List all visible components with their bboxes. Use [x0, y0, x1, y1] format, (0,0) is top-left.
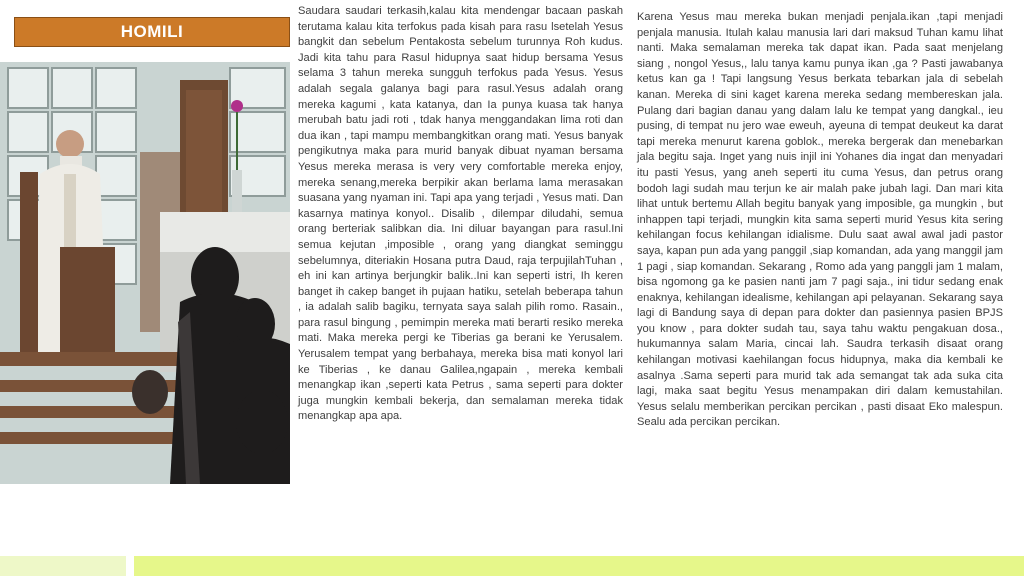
homili-title: HOMILI	[14, 17, 290, 47]
homily-column-right: Karena Yesus mau mereka bukan menjadi penjala.ikan ,tapi menjadi penjala manusia. Itulah kalau manusia lari dari maksud Tuhan kamu lihat nanti. Maka semalaman mereka tak dapat ikan. Pada saat menjelang siang , nongol Yesus,, lalu tanya kamu punya ikan ,ga ? Pasti jawabanya ketus kan ga ! Tapi langsung Yesus berkata tebarkan jala di sebelah kanan. Mereka di sini kaget karena mereka sedang membereskan jala. Pulang dari bagian danau yang dalam lalu ke tempat yang dangkal., ieu pusing, di tempat nu jero wae eweuh, ayeuna di tempat deukeut ka darat tapi mereka menurut karena goblok., mereka bergerak dan menebarkan jala begitu saja. Inget yang nuis injil ini Yohanes dia ingat dan menyadari itu pasti Yesus, yang aneh seperti itu cuma Yesus, dan petrus orang bodoh lagi sudah mau terjun ke air malah pake jubah lagi. Dan mari kita lihat untuk bertemu Allah begitu banyak yang imposible, ga mungkin , but inhappen tapi terjadi, mungkin kita sama seperti murid Yesus kita sering kehilangan focus kehilangan idialisme. Dulu saat awal awal jadi pastor saya, kapan pun ada yang panggil ,siap komandan, ada yang manggil jam 1 pagi , siap komandan. Sekarang , Romo ada yang panggli jam 1 malam, bisa ngomong ga ke pasien nanti jam 7 pagi saja., ini tidur sedang enak enaknya, kehilangan idealisme, kehilangan api pelayanan. Sekarang saya lagi di Bandung saya di depan para dokter dan pasiennya pasien BPJS you know , para dokter sudah tau, saya tahu waktu pengakuan dosa., hukumannya salam Maria, cincai lah. Saudra terkasih disaat orang kehilangan motivasi kaehilangan focus hidupnya, maka dia kembali ke asalnya .Sama seperti para murid tak ada semangat tak ada suka cita lagi, maka saat begitu Yesus menampakan diri dalam kemustahilan. Yesus selalu memberikan percikan percikan , pasti disaat Eko malespun. Sealu ada percikan percikan.	[637, 11, 1003, 429]
homily-column-middle: Saudara saudari terkasih,kalau kita mendengar bacaan paskah terutama kalau kita terfokus pada kisah para rasu lsetelah Yesus bangkit dan sebelum Pentakosta sebelum turunnya Roh kudus. Jadi kita tahu para Rasul hidupnya saat hidup bersama Yesus selama 3 tahun mereka sungguh terfokus pada Yesus. Yesus adalah segala galanya bagi para rasul.Yesus adalah orang mereka kagumi , kata katanya, dan Ia punya kuasa tak hanya merubah batu jadi roti , tdak hanya menggandakan lima roti dan dua ikan , tapi mampu membangkitkan orang mati. Yesus banyak pengikutnya maka para murid banyak dibuat nyaman bersama Yesus mereka merasa is very very comfortable mereka enjoy, mereka senang,mereka berpikir akan berlama lama merasakan suasana yang nyaman ini. Tapi apa yang terjadi , Yesus mati. Dan kasarnya matinya konyol.. Disalib , dilempar diludahi, semua orang berteriak salibkan dia. Ini diluar bayangan para rasul.Ini semua kejutan ,imposible , orang yang diangkat seminggu sebelumnya, diteriakin Hosana putra Daud, raja terpujilahTuhan , eh ini kan artinya berjungkir balik..Ini kan seperti istri, Ih keren banget ih cakep banget ih pujaan hatiku, setelah beberapa tahun , ia adalah salib bagiku, ternyata saya salah pilih romo. Rasain., para rasul bingung , pemimpin mereka mati berarti resiko mereka mati. Maka mereka pergi ke Tiberias ga berani ke Yerusalem. Yerusalem tempat yang berbahaya, mereka bisa mati konyol lari ke Tiberias , ke danau Galilea,ngapain , mereka kembali menangkap ikan ,seperti kata Petrus , sama seperti para dokter juga mungkin kembali bekerja, dan semalaman mereka tidak menangkap apa apa.	[298, 5, 623, 423]
priest-at-altar-photo	[0, 62, 290, 484]
footer-band-right	[134, 556, 1024, 576]
footer-band-left	[0, 556, 126, 576]
church-scene-image	[0, 62, 290, 484]
